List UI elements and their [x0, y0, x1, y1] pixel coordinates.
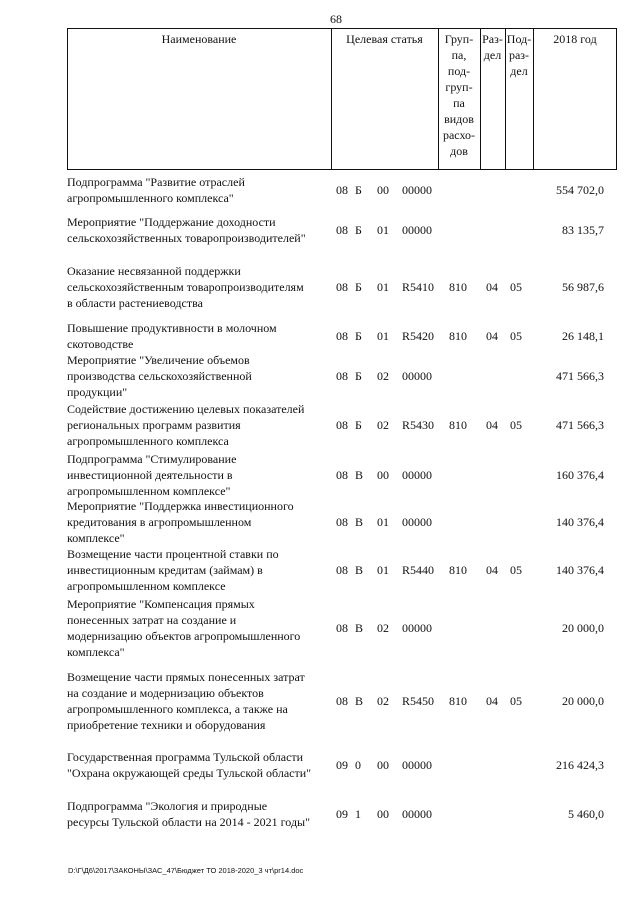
amount-2018: 20 000,0 — [562, 621, 604, 635]
target-event-code: 02 — [377, 694, 389, 708]
header-name: Наименование — [161, 32, 237, 46]
row-name — [67, 263, 329, 311]
amount-2018: 83 135,7 — [562, 223, 604, 237]
target-subprogram-code: Б — [355, 280, 362, 294]
header-year: 2018 год — [553, 32, 597, 46]
target-program-code: 08 — [336, 418, 348, 432]
row-name — [67, 498, 329, 546]
target-event-code: 01 — [377, 280, 389, 294]
amount-2018: 20 000,0 — [562, 694, 604, 708]
target-program-code: 08 — [336, 280, 348, 294]
target-subprogram-code: В — [355, 694, 364, 708]
row-name-line: сельскохозяйственных товаропроизводителей" — [67, 231, 306, 245]
target-subprogram-code: 1 — [355, 807, 361, 821]
amount-2018: 471 566,3 — [556, 369, 604, 383]
row-name-line: сельскохозяйственным товаропроизводителям — [67, 280, 304, 294]
row-name-line: региональных программ развития — [67, 418, 241, 432]
header-line: Груп- — [444, 32, 474, 46]
section-code: 04 — [486, 563, 498, 577]
target-subprogram-code: Б — [355, 329, 362, 343]
row-name-line: Подпрограмма "Стимулирование — [67, 452, 237, 466]
header-divider — [331, 28, 332, 170]
target-direction-code: R5440 — [402, 563, 435, 577]
amount-2018: 5 460,0 — [568, 807, 604, 821]
section-code: 04 — [486, 280, 498, 294]
expense-group-code: 810 — [449, 280, 467, 294]
target-direction-code: R5410 — [402, 280, 435, 294]
expense-group-code: 810 — [449, 694, 467, 708]
target-event-code: 00 — [377, 183, 389, 197]
target-subprogram-code: В — [355, 563, 364, 577]
expense-group-code: 810 — [449, 418, 467, 432]
header-line: па, — [451, 48, 467, 62]
row-name — [67, 401, 329, 449]
row-name-line: продукции" — [67, 385, 128, 399]
row-name-line: Возмещение части процентной ставки по — [67, 547, 279, 561]
target-subprogram-code: В — [355, 515, 364, 529]
header-line: видов — [444, 112, 474, 126]
target-event-code: 02 — [377, 621, 389, 635]
header-line: под- — [447, 64, 471, 78]
file-path-footer: D:\Г\Д6\2017\ЗАКОНЫ\ЗАС_47\Бюджет ТО 2018-2020_3 чт\pr14.doc — [68, 866, 304, 875]
row-name-line: комплекса" — [67, 645, 125, 659]
row-name-line: "Охрана окружающей среды Тульской области" — [67, 766, 312, 780]
target-direction-code: 00000 — [402, 183, 432, 197]
target-subprogram-code: Б — [355, 418, 362, 432]
header-line: Раз- — [482, 32, 503, 46]
page-number: 68 — [330, 12, 342, 26]
target-direction-code: 00000 — [402, 807, 432, 821]
target-event-code: 00 — [377, 758, 389, 772]
row-name-line: комплексе" — [67, 531, 125, 545]
subsection-code: 05 — [510, 418, 522, 432]
target-event-code: 00 — [377, 807, 389, 821]
row-name — [67, 798, 329, 830]
row-name-line: приобретение техники и оборудования — [67, 718, 266, 732]
row-name — [67, 214, 329, 246]
target-direction-code: 00000 — [402, 468, 432, 482]
row-name-line: в области растениеводства — [67, 296, 203, 310]
header-line: дел — [510, 64, 528, 78]
header-expense-group — [438, 31, 480, 159]
expense-group-code: 810 — [449, 329, 467, 343]
target-direction-code: R5430 — [402, 418, 435, 432]
section-code: 04 — [486, 329, 498, 343]
row-name-line: ресурсы Тульской области на 2014 - 2021 годы" — [67, 815, 311, 829]
row-name-line: агропромышленном комплексе — [67, 579, 226, 593]
row-name — [67, 749, 329, 781]
header-line: раз- — [508, 48, 530, 62]
target-subprogram-code: В — [355, 621, 364, 635]
target-program-code: 08 — [336, 563, 348, 577]
subsection-code: 05 — [510, 329, 522, 343]
target-direction-code: 00000 — [402, 758, 432, 772]
expense-group-code: 810 — [449, 563, 467, 577]
row-name-line: Мероприятие "Поддержание доходности — [67, 215, 276, 229]
target-direction-code: 00000 — [402, 515, 432, 529]
target-direction-code: 00000 — [402, 621, 432, 635]
subsection-code: 05 — [510, 563, 522, 577]
subsection-code: 05 — [510, 280, 522, 294]
header-subsection — [505, 31, 533, 79]
row-name — [67, 546, 329, 594]
table-header — [67, 28, 617, 170]
target-program-code: 09 — [336, 758, 348, 772]
amount-2018: 140 376,4 — [556, 515, 604, 529]
target-event-code: 01 — [377, 329, 389, 343]
target-subprogram-code: Б — [355, 183, 362, 197]
row-name-line: инвестиционной деятельности в — [67, 468, 233, 482]
target-event-code: 02 — [377, 369, 389, 383]
amount-2018: 554 702,0 — [556, 183, 604, 197]
amount-2018: 160 376,4 — [556, 468, 604, 482]
target-subprogram-code: 0 — [355, 758, 361, 772]
row-name-line: агропромышленного комплекса, а также на — [67, 702, 288, 716]
row-name-line: Мероприятие "Поддержка инвестиционного — [67, 499, 294, 513]
row-name-line: агропромышленного комплекса" — [67, 191, 234, 205]
row-name-line: Подпрограмма "Экология и природные — [67, 799, 268, 813]
row-name-line: Мероприятие "Компенсация прямых — [67, 597, 255, 611]
amount-2018: 140 376,4 — [556, 563, 604, 577]
section-code: 04 — [486, 694, 498, 708]
amount-2018: 56 987,6 — [562, 280, 604, 294]
section-code: 04 — [486, 418, 498, 432]
target-subprogram-code: В — [355, 468, 364, 482]
target-direction-code: R5450 — [402, 694, 435, 708]
header-line: расхо- — [442, 128, 476, 142]
target-program-code: 08 — [336, 468, 348, 482]
row-name-line: инвестиционным кредитам (займам) в — [67, 563, 263, 577]
target-direction-code: 00000 — [402, 369, 432, 383]
target-program-code: 08 — [336, 369, 348, 383]
target-direction-code: R5420 — [402, 329, 435, 343]
header-line: дел — [483, 48, 502, 62]
row-name — [67, 352, 329, 400]
row-name — [67, 596, 329, 660]
row-name-line: агропромышленного комплекса — [67, 434, 229, 448]
target-program-code: 08 — [336, 183, 348, 197]
target-program-code: 09 — [336, 807, 348, 821]
target-program-code: 08 — [336, 515, 348, 529]
row-name-line: Возмещение части прямых понесенных затрат — [67, 670, 305, 684]
amount-2018: 471 566,3 — [556, 418, 604, 432]
target-program-code: 08 — [336, 621, 348, 635]
header-line: груп- — [445, 80, 473, 94]
header-line: дов — [450, 144, 468, 158]
header-divider — [533, 28, 534, 170]
target-event-code: 01 — [377, 563, 389, 577]
target-event-code: 02 — [377, 418, 389, 432]
row-name — [67, 320, 329, 352]
target-direction-code: 00000 — [402, 223, 432, 237]
row-name-line: Повышение продуктивности в молочном — [67, 321, 277, 335]
header-section — [480, 31, 505, 63]
target-program-code: 08 — [336, 329, 348, 343]
row-name-line: Оказание несвязанной поддержки — [67, 264, 241, 278]
row-name-line: Государственная программа Тульской области — [67, 750, 304, 764]
row-name-line: производства сельскохозяйственной — [67, 369, 252, 383]
row-name-line: Мероприятие "Увеличение объемов — [67, 353, 250, 367]
row-name-line: на создание и модернизацию объектов — [67, 686, 264, 700]
row-name-line: кредитования в агропромышленном — [67, 515, 252, 529]
target-program-code: 08 — [336, 223, 348, 237]
target-event-code: 01 — [377, 515, 389, 529]
header-line: Под- — [506, 32, 532, 46]
row-name-line: агропромышленном комплексе" — [67, 484, 231, 498]
row-name-line: понесенных затрат на создание и — [67, 613, 237, 627]
amount-2018: 216 424,3 — [556, 758, 604, 772]
row-name — [67, 174, 329, 206]
subsection-code: 05 — [510, 694, 522, 708]
target-event-code: 01 — [377, 223, 389, 237]
row-name-line: модернизацию объектов агропромышленного — [67, 629, 301, 643]
target-subprogram-code: Б — [355, 369, 362, 383]
amount-2018: 26 148,1 — [562, 329, 604, 343]
row-name — [67, 669, 329, 733]
target-event-code: 00 — [377, 468, 389, 482]
row-name — [67, 451, 329, 499]
row-name-line: скотоводстве — [67, 337, 134, 351]
target-subprogram-code: Б — [355, 223, 362, 237]
target-program-code: 08 — [336, 694, 348, 708]
row-name-line: Содействие достижению целевых показателей — [67, 402, 305, 416]
row-name-line: Подпрограмма "Развитие отраслей — [67, 175, 245, 189]
header-target-article: Целевая статья — [346, 32, 423, 46]
header-line: па — [453, 96, 465, 110]
